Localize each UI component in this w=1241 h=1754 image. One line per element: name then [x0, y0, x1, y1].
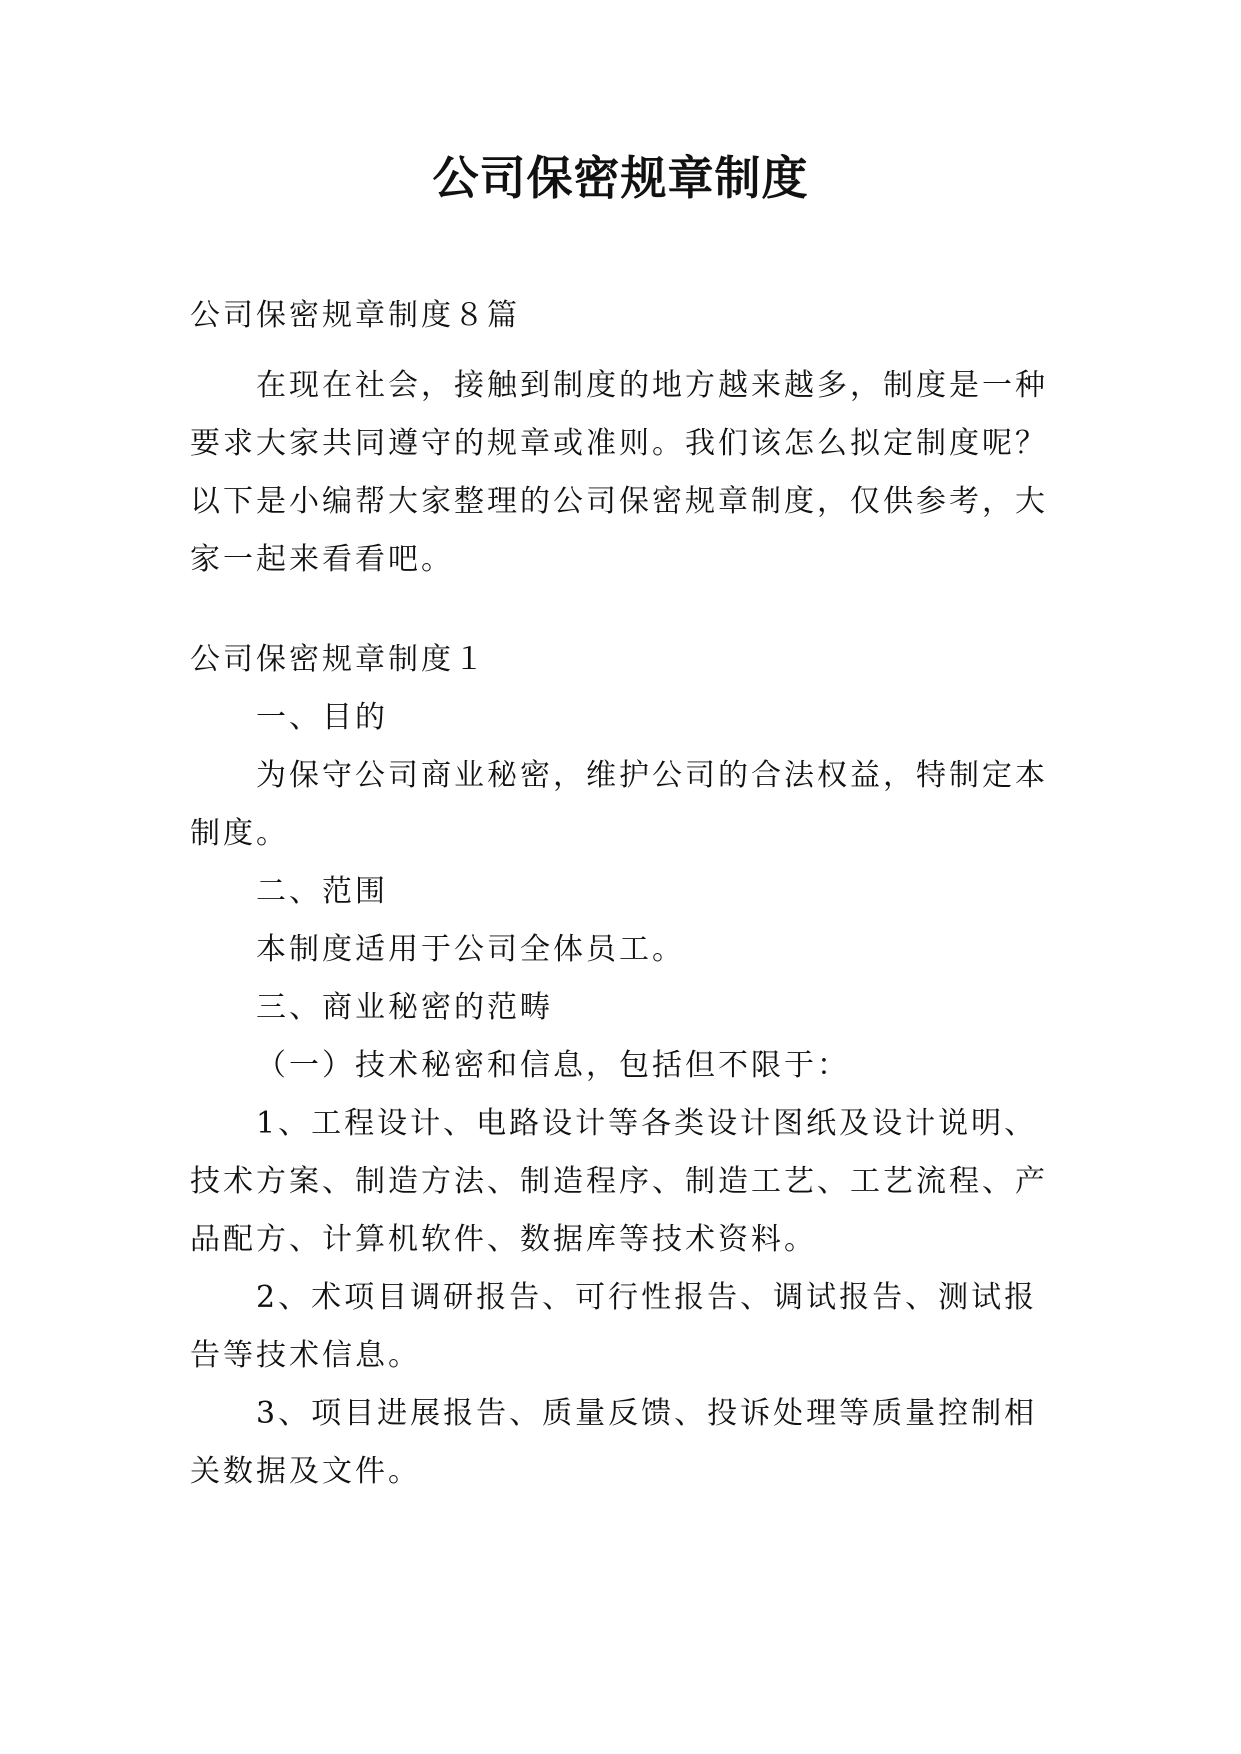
section-line-4: 二、范围 — [256, 874, 388, 909]
section-line-9: 技术方案、制造方法、制造程序、制造工艺、工艺流程、产 — [190, 1164, 1048, 1199]
section-line-7: （一）技术秘密和信息，包括但不限于： — [256, 1048, 850, 1083]
section-line-2: 为保守公司商业秘密，维护公司的合法权益，特制定本 — [256, 758, 1048, 793]
section-line-14: 关数据及文件。 — [190, 1454, 421, 1489]
section-line-10: 品配方、计算机软件、数据库等技术资料。 — [190, 1222, 817, 1257]
section-line-5: 本制度适用于公司全体员工。 — [256, 932, 685, 967]
section-line-13: 3、项目进展报告、质量反馈、投诉处理等质量控制相 — [256, 1396, 1038, 1431]
intro-line-4: 家一起来看看吧。 — [190, 542, 454, 577]
document-title: 公司保密规章制度 — [432, 151, 809, 205]
section-heading: 公司保密规章制度１ — [190, 642, 487, 677]
section-line-11: 2、术项目调研报告、可行性报告、调试报告、测试报 — [256, 1280, 1038, 1315]
intro-line-1: 在现在社会，接触到制度的地方越来越多，制度是一种 — [256, 368, 1048, 403]
document-subtitle: 公司保密规章制度８篇 — [190, 298, 520, 333]
intro-line-2: 要求大家共同遵守的规章或准则。我们该怎么拟定制度呢？ — [190, 426, 1048, 461]
section-line-3: 制度。 — [190, 816, 289, 851]
section-line-6: 三、商业秘密的范畴 — [256, 990, 553, 1025]
intro-line-3: 以下是小编帮大家整理的公司保密规章制度，仅供参考，大 — [190, 484, 1048, 519]
section-line-1: 一、目的 — [256, 700, 388, 735]
section-line-12: 告等技术信息。 — [190, 1338, 421, 1373]
section-line-8: 1、工程设计、电路设计等各类设计图纸及设计说明、 — [256, 1106, 1038, 1141]
